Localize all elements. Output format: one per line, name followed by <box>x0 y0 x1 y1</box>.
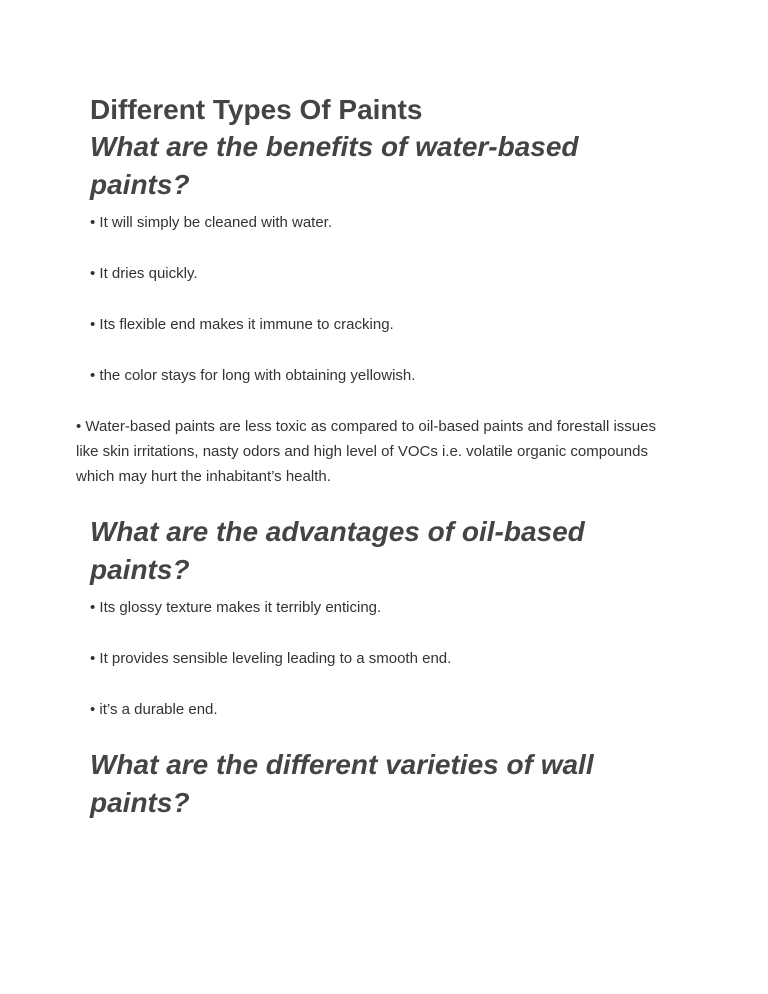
list-item: • It will simply be cleaned with water. <box>90 214 333 231</box>
list-item: • It dries quickly. <box>90 265 198 282</box>
section-heading-water-based: What are the benefits of water-based paints? <box>90 131 579 200</box>
document-page <box>76 92 690 822</box>
section-heading-wall-paints: What are the different varieties of wall paints? <box>90 749 594 818</box>
list-item: • It provides sensible leveling leading to a smooth end. <box>90 650 452 667</box>
list-item: • Water-based paints are less toxic as compared to oil-based paints and forestall issues like skin irritations, nasty odors and high level of VOCs i.e. volatile organic compounds which may hurt the inhabitant’s health. <box>76 418 656 485</box>
list-item: • Its flexible end makes it immune to cracking. <box>90 316 394 333</box>
section-heading-oil-based: What are the advantages of oil-based paints? <box>90 516 585 585</box>
list-item: • it’s a durable end. <box>90 701 218 718</box>
list-item: • Its glossy texture makes it terribly enticing. <box>90 599 382 616</box>
document-title: Different Types Of Paints <box>90 94 423 125</box>
list-item: • the color stays for long with obtaining yellowish. <box>90 367 416 384</box>
